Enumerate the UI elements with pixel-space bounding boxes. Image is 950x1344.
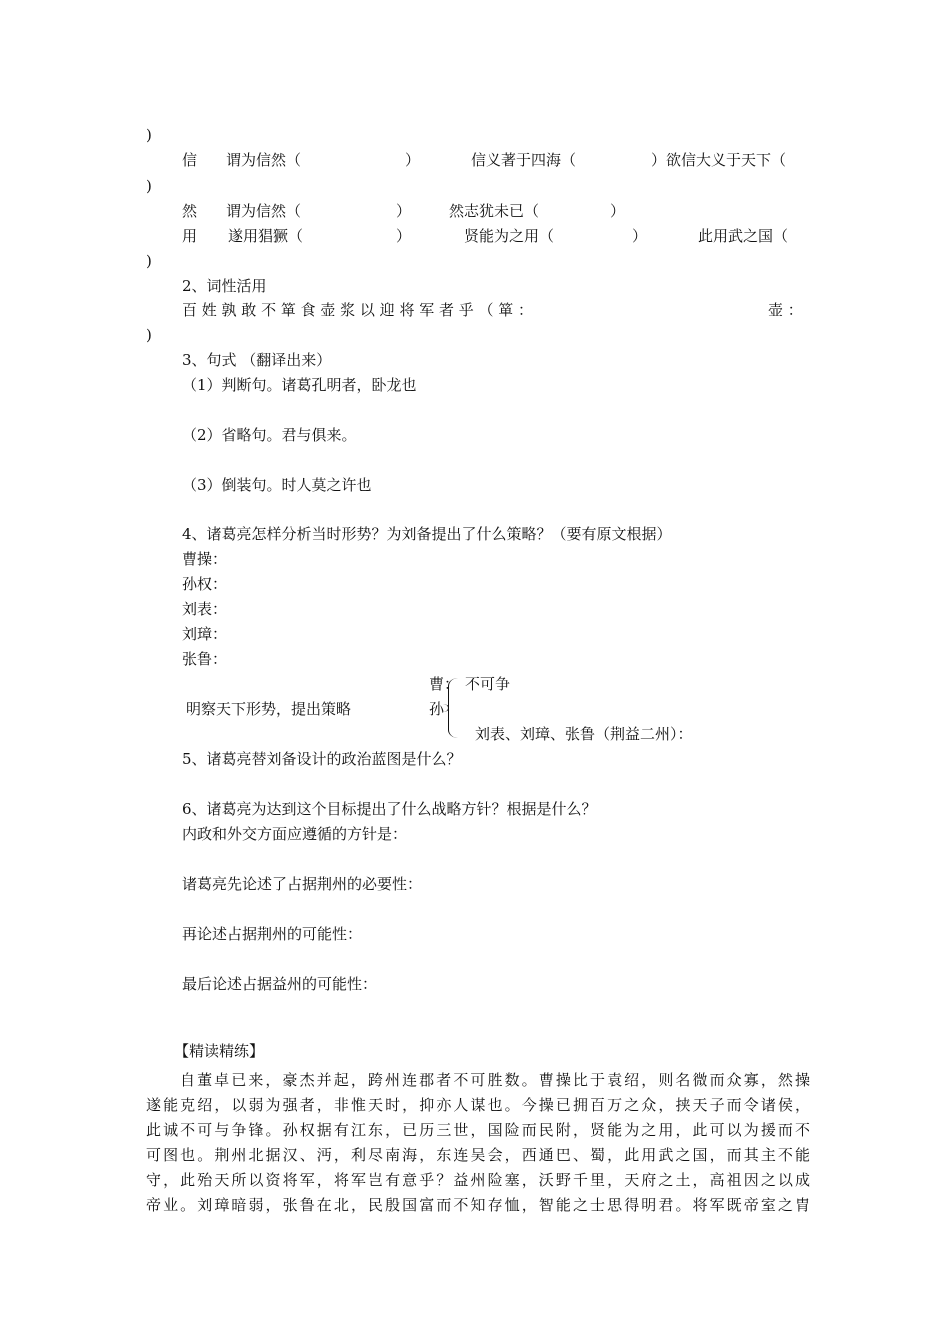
paren-close-2: ) (146, 177, 152, 195)
section2-hu: 壶 ： (768, 301, 803, 319)
section6-title: 6、诸葛亮为达到这个目标提出了什么战略方针？根据是什么？ (182, 800, 597, 818)
section4-item-liuzhang: 刘璋： (182, 625, 228, 643)
reading-line: 守，此殆天所以资将军，将军岂有意乎？益州险塞，沃野千里，天府之土，高祖因之以成 (146, 1171, 810, 1189)
section4-item-cao: 曹操： (182, 550, 228, 568)
section4-title: 4、诸葛亮怎样分析当时形势？为刘备提出了什么策略？（要有原文根据） (182, 525, 672, 543)
yong-example-a: 遂用猖獗（ (228, 227, 304, 245)
section2-close: ) (146, 326, 152, 344)
section3-item-2: （2）省略句。君与俱来。 (182, 426, 357, 444)
yong-example-c: 此用武之国（ (698, 227, 789, 245)
section3-title: 3、句式 （翻译出来） (182, 351, 332, 369)
reading-line: 帝业。刘璋暗弱，张鲁在北，民殷国富而不知存恤，智能之士思得明君。将军既帝室之胄 (146, 1196, 810, 1214)
xin-example-b-close: ）欲信大义于天下（ (651, 151, 787, 169)
ran-example-b-close: ） (610, 202, 626, 220)
ran-example-a-close: ） (396, 202, 412, 220)
section6-item-3: 再论述占据荆州的可能性： (182, 925, 363, 943)
reading-line: 此诚不可与争锋。孙权据有江东，已历三世，国险而民附，贤能为之用，此可以为援而不 (146, 1121, 810, 1139)
word-ran: 然 (182, 202, 198, 220)
paren-close-1: ) (146, 126, 152, 144)
section4-item-zhanglu: 张鲁： (182, 650, 228, 668)
section4-item-liubiao: 刘表： (182, 600, 228, 618)
section5-title: 5、诸葛亮替刘备设计的政治蓝图是什么？ (182, 750, 462, 768)
reading-title: 【精读精练】 (174, 1042, 265, 1060)
reading-line: 自董卓已来，豪杰并起，跨州连郡者不可胜数。曹操比于袁绍，则名微而众寡，然操 (180, 1071, 810, 1089)
yong-example-a-close: ） (396, 227, 412, 245)
section4-item-sun: 孙权： (182, 575, 228, 593)
reading-line: 遂能克绍，以弱为强者，非惟天时，抑亦人谋也。今操已拥百万之众，挟天子而令诸侯， (146, 1096, 810, 1114)
xin-example-b: 信义著于四海（ (471, 151, 577, 169)
section2-title: 2、词性活用 (182, 277, 267, 295)
section3-item-1: （1）判断句。诸葛孔明者，卧龙也 (182, 376, 417, 394)
reading-line: 可图也。荆州北据汉、沔，利尽南海，东连吴会，西通巴、蜀，此用武之国，而其主不能 (146, 1146, 810, 1164)
paren-close-3: ) (146, 252, 152, 270)
diagram-bottom-label: 刘表、刘璋、张鲁（荆益二州）： (475, 725, 693, 743)
xin-example-a: 谓为信然（ (226, 151, 302, 169)
yong-example-b-close: ） (632, 227, 648, 245)
section2-sentence: 百 姓 孰 敢 不 箪 食 壶 浆 以 迎 将 军 者 乎 （ 箪 ： (182, 301, 534, 319)
word-xin: 信 (182, 151, 198, 169)
ran-example-b: 然志犹未已（ (449, 202, 540, 220)
yong-example-b: 贤能为之用（ (464, 227, 555, 245)
diagram-cao-label: 曹： (429, 675, 460, 693)
section6-item-2: 诸葛亮先论述了占据荆州的必要性： (182, 875, 423, 893)
diagram-left-label: 明察天下形势，提出策略 (186, 700, 352, 718)
section6-item-4: 最后论述占据益州的可能性： (182, 975, 378, 993)
section3-item-3: （3）倒装句。时人莫之许也 (182, 476, 372, 494)
diagram-sun-label: 孙 (429, 700, 445, 718)
ran-example-a: 谓为信然（ (226, 202, 302, 220)
xin-example-a-close: ） (405, 151, 421, 169)
section6-item-1: 内政和外交方面应遵循的方针是： (182, 825, 408, 843)
diagram-brace (448, 678, 459, 738)
word-yong: 用 (182, 227, 198, 245)
diagram-top-label: 不可争 (465, 675, 511, 693)
reading-passage (146, 1068, 810, 1218)
